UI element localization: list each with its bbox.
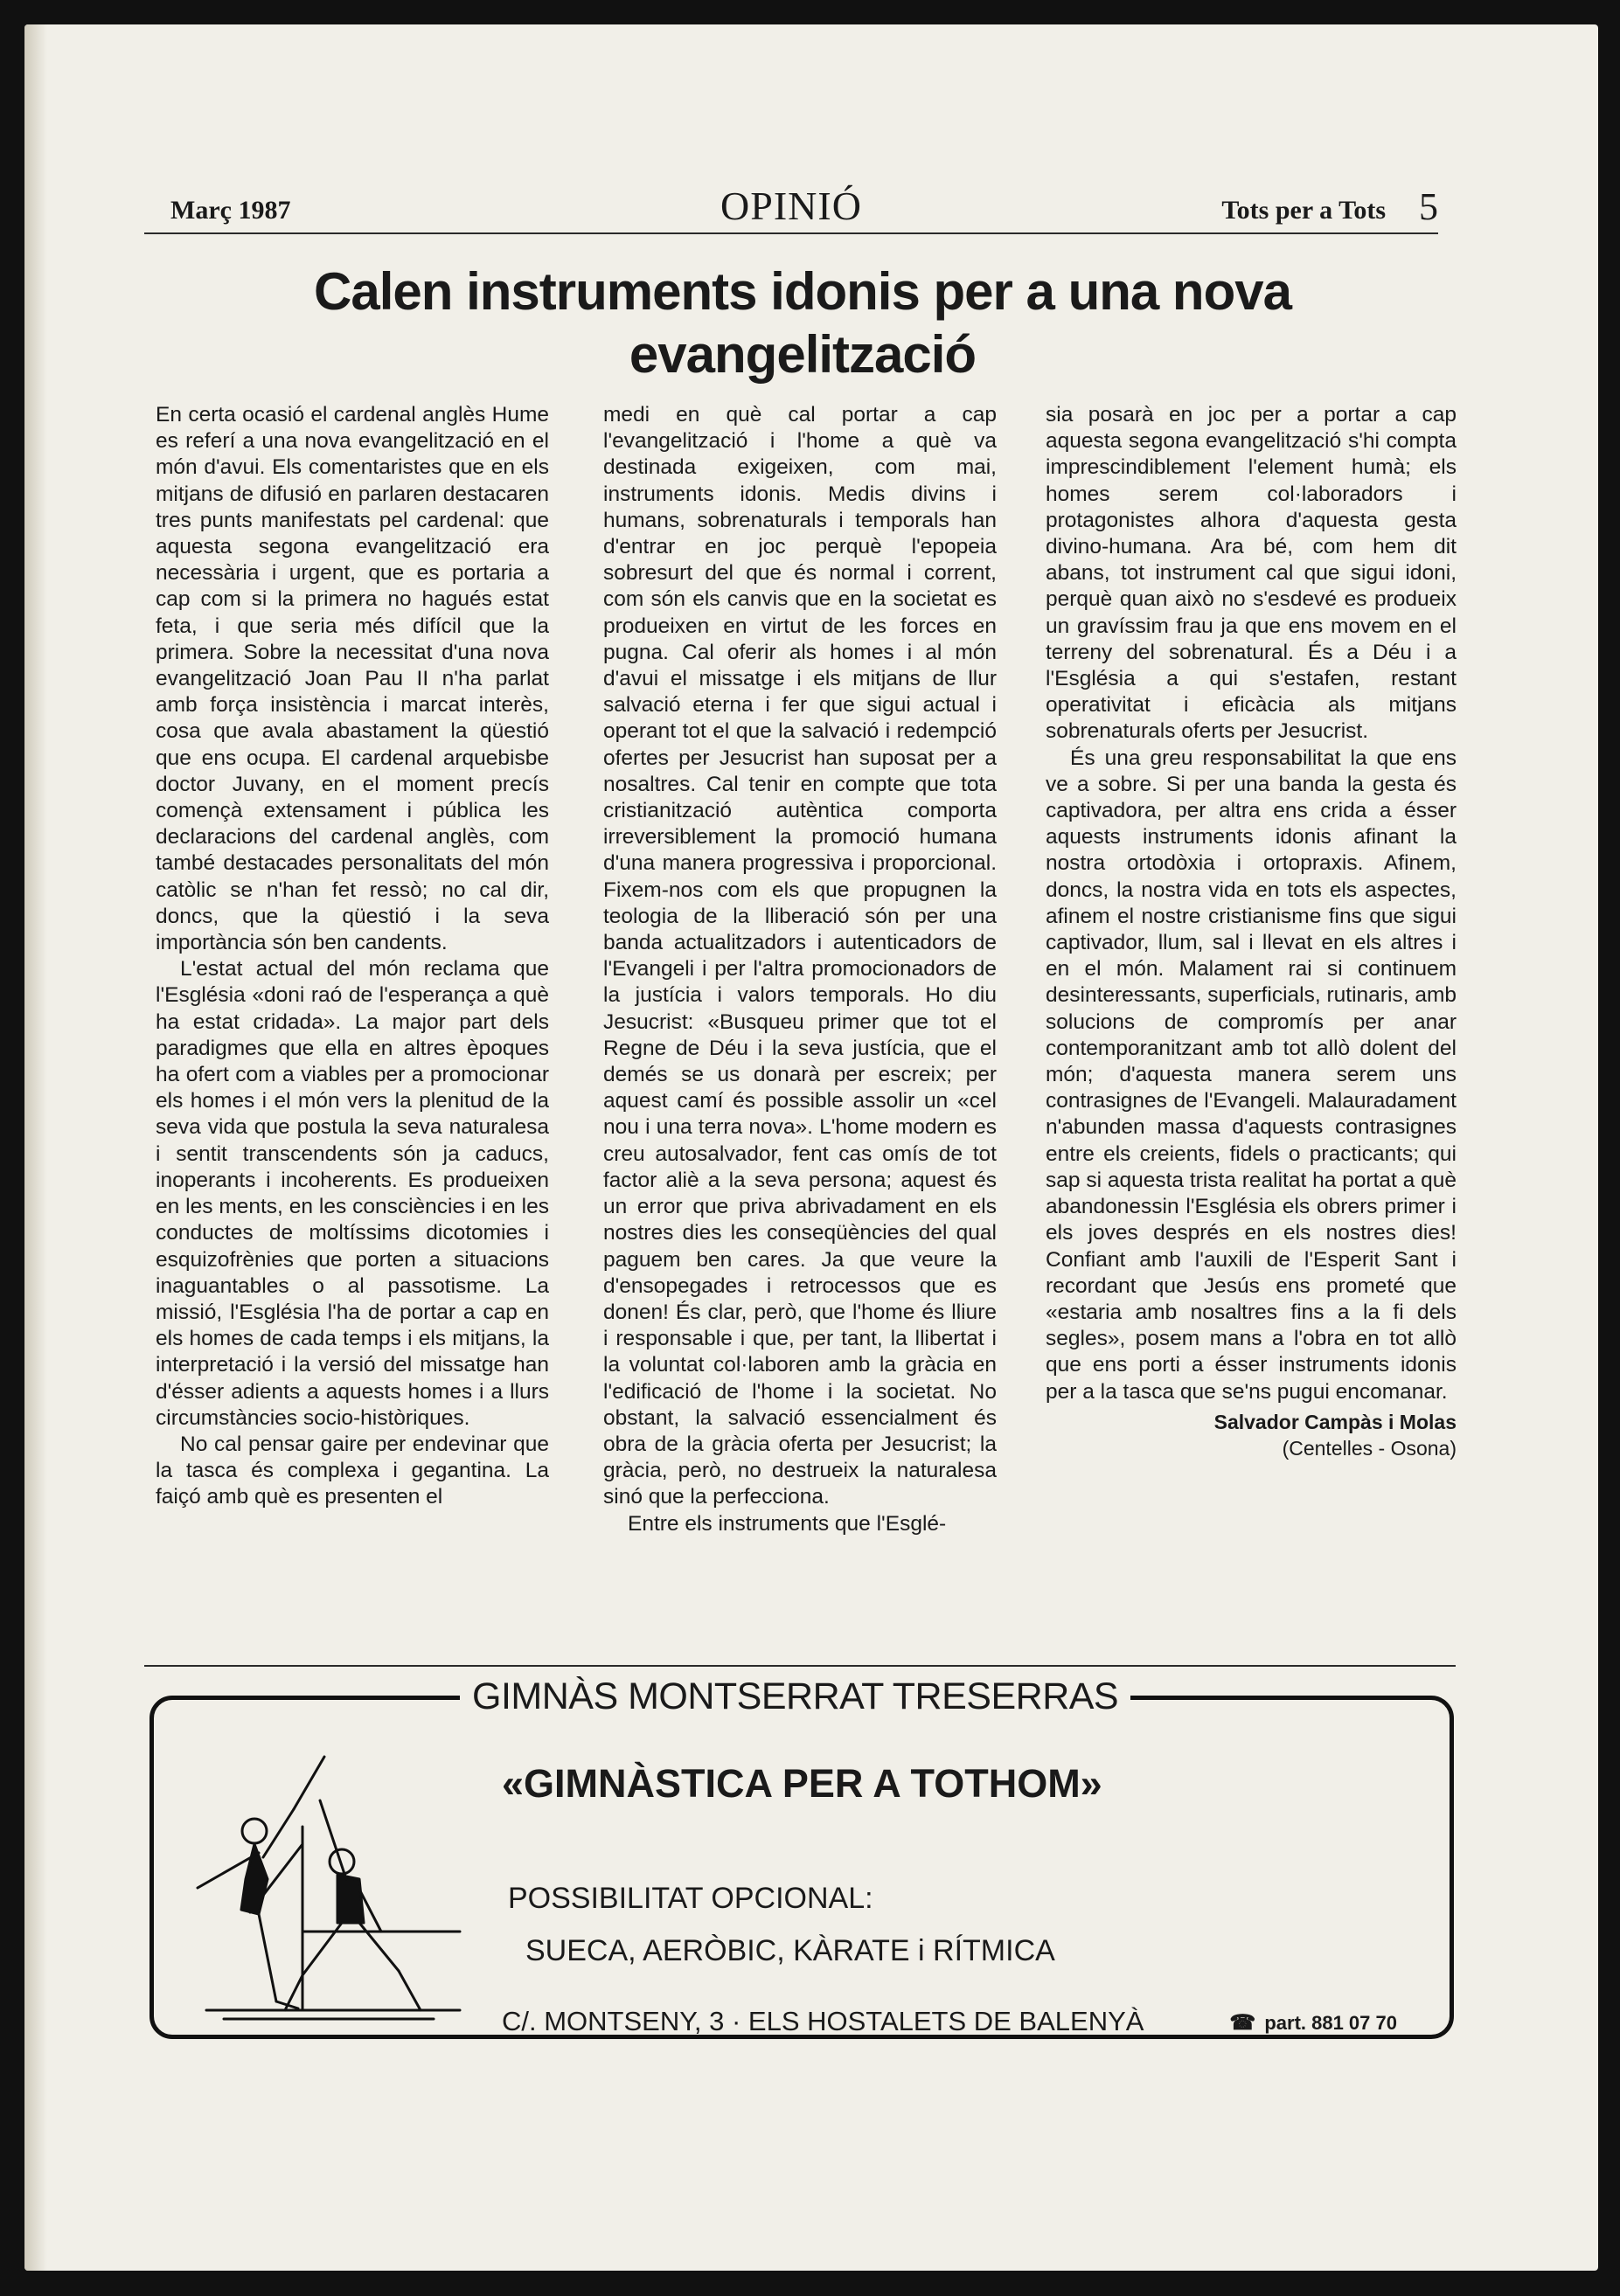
article-body	[156, 402, 1467, 1643]
article-paragraph: No cal pensar gaire per endevinar que la tasca és complexa i gegantina. La faiçó amb què es presenten el	[156, 1432, 549, 1509]
author-name: Salvador Campàs i Molas	[1213, 1410, 1457, 1433]
article-paragraph: És una greu responsabilitat la que ens ve a sobre. Si per una banda la gesta és captivadora, per altra ens crida a ésser aquests instruments idonis afinant la nostra ortodòxia i ortopraxis. Afinem, doncs, la nostra vida en tots els aspectes, afinem el nostre cristianisme fins que sigui captivador, llum, sal i llevat en els altres i en el món. Malament rai si continuem desinteressants, superficials, rutinaris, amb solucions de compromís per anar contemporanitzant amb tot allò dolent del món; d'aquesta manera serem uns contrasignes de l'Evangeli. Malauradament n'abunden massa d'aquests contrasignes entre els creients, fidels o practicants; qui sap si aquesta trista realitat ha portat a què abandonessin l'Església els obrers primer i els joves després en els nostres dies! Confiant amb l'auxili de l'Esperit Sant i recordant que Jesús ens prometé que «estaria amb nosaltres fins a la fi dels segles», posem mans a l'obra en tot allò que ens porti a ésser instruments idonis per a la tasca que se'ns pugui encomanar.	[1046, 746, 1457, 1404]
telephone-icon: ☎	[1229, 2011, 1256, 2035]
article-column-2	[603, 402, 997, 1537]
ad-option-label: POSSIBILITAT OPCIONAL:	[508, 1882, 873, 1915]
header-publication: Tots per a Tots	[1221, 196, 1386, 225]
section-divider	[144, 1665, 1456, 1667]
article-title: Calen instruments idonis per a una nova evangelització	[314, 262, 1291, 384]
article-paragraph: medi en què cal portar a cap l'evangelització i l'home a què va destinada exigeixen, com mai, instruments idonis. Medis divins i humans, sobrenaturals i temporals han d'entrar en joc perquè l'epopeia sobresurt del que és normal i corrent, com són els canvis que en la societat es produeixen en virtut de les forces en pugna. Cal oferir als homes i al món d'avui el missatge i els mitjans de llur salvació eterna i fer que sigui actual i operant tot el que la salvació i redempció ofertes per Jesucrist han suposat per a nosaltres. Cal tenir en compte que tota cristianització autèntica comporta irreversiblement la promoció humana d'una manera progressiva i proporcional. Fixem-nos com els que propugnen la teologia de la lliberació són per una banda actualitzadors i autenticadors de l'Evangeli i per l'altra promocionadors de la justícia i valors temporals. Ho diu Jesucrist: «Busqueu primer que tot el Regne de Déu i la seva justícia, que el demés se us donarà per escreix; per aquest camí és possible assolir un «cel nou i una terra nova». L'home modern es creu autosalvador, fent cas omís de tot factor aliè a la seva persona; aquest és un error que priva abrivadament en els nostres dies les conseqüències del qual paguem ben cares. Ja que veure la d'ensopegades i retrocessos que es donen! És clar, però, que l'home és lliure i responsable i que, per tant, la llibertat i la voluntat col·laboren amb la gràcia en l'edificació de l'home i la societat. No obstant, la salvació essencialment és obra de la gràcia oferta per Jesucrist; la gràcia, però, no destrueix la naturalesa sinó que la perfecciona.	[603, 403, 997, 1509]
ad-option-list: SUECA, AERÒBIC, KÀRATE i RÍTMICA	[525, 1934, 1055, 1967]
article-paragraph: Entre els instruments que l'Esglé-	[628, 1511, 947, 1536]
article-paragraph: L'estat actual del món reclama que l'Església «doni raó de l'esperança a què ha estat cridada». La major part dels paradigmes que ella en altres èpoques ha ofert com a viables per a promocionar els homes i el món vers la plenitud de la seva vida que postula la seva naturalesa i sentit transcendents són ja caducs, inoperants i incoherents. Es produeixen en les ments, en les consciències i en les conductes de moltíssims dicotomies i esquizofrènies que porten a situacions inaguantables o al passotisme. La missió, l'Església l'ha de portar a cap en els homes de cada temps i els mitjans, la interpretació i la versió del missatge han d'ésser adients a aquests homes i a llurs circumstàncies socio-històriques.	[156, 957, 549, 1430]
ad-phone-number: part. 881 07 70	[1264, 2012, 1397, 2034]
newspaper-page	[24, 24, 1598, 2271]
article-paragraph: sia posarà en joc per a portar a cap aquesta segona evangelització s'hi compta imprescindiblement l'element humà; els homes serem col·laboradors i protagonistes alhora d'aquesta gesta divino-humana. Ara bé, com hem dit abans, tot instrument cal que sigui idoni, perquè quan això no s'esdevé es produeix un gravíssim frau ja que ens movem en el terreny del sobrenatural. És a Déu i a l'Església a qui s'estafen, restant operativitat i eficàcia als mitjans sobrenaturals oferts per Jesucrist.	[1046, 403, 1457, 744]
page-header	[144, 171, 1438, 234]
article-signature	[1046, 1409, 1457, 1461]
gym-advertisement	[149, 1675, 1454, 2039]
header-section: OPINIÓ	[720, 184, 862, 228]
gymnasts-illustration	[171, 1748, 504, 2045]
ad-address: C/. MONTSENY, 3 · ELS HOSTALETS DE BALENYÀ	[502, 2006, 1144, 2036]
article-column-1	[156, 402, 549, 1511]
article-column-3	[1046, 402, 1457, 1461]
author-place: (Centelles - Osona)	[1282, 1436, 1457, 1460]
header-date: Març 1987	[170, 196, 291, 225]
article-paragraph: En certa ocasió el cardenal anglès Hume es referí a una nova evangelització en el món d'avui. Els comentaristes que en els mitjans de difusió en parlaren destacaren tres punts manifestats pel cardenal: que aquesta segona evangelització era necessària i urgent, que es portaria a cap com si la primera no hagués estat feta, i que seria més difícil que la primera. Sobre la necessitat d'una nova evangelització Joan Pau II n'ha parlat amb força insistència i marcat interès, cosa que avala abastament la qüestió que ens ocupa. El cardenal arquebisbe doctor Juvany, en el moment precís començà extensament i pública les declaracions del cardenal anglès, com també destacades personalitats del món catòlic se n'han fet ressò; no cal dir, doncs, que la qüestió i la seva importància són ben candents.	[156, 403, 549, 955]
ad-subtitle: «GIMNÀSTICA PER A TOTHOM»	[502, 1761, 1102, 1806]
page-fold-shadow	[24, 24, 47, 2271]
ad-title: GIMNÀS MONTSERRAT TRESERRAS	[460, 1675, 1130, 1718]
header-page-number: 5	[1419, 185, 1438, 228]
ad-phone	[1229, 2010, 1397, 2036]
